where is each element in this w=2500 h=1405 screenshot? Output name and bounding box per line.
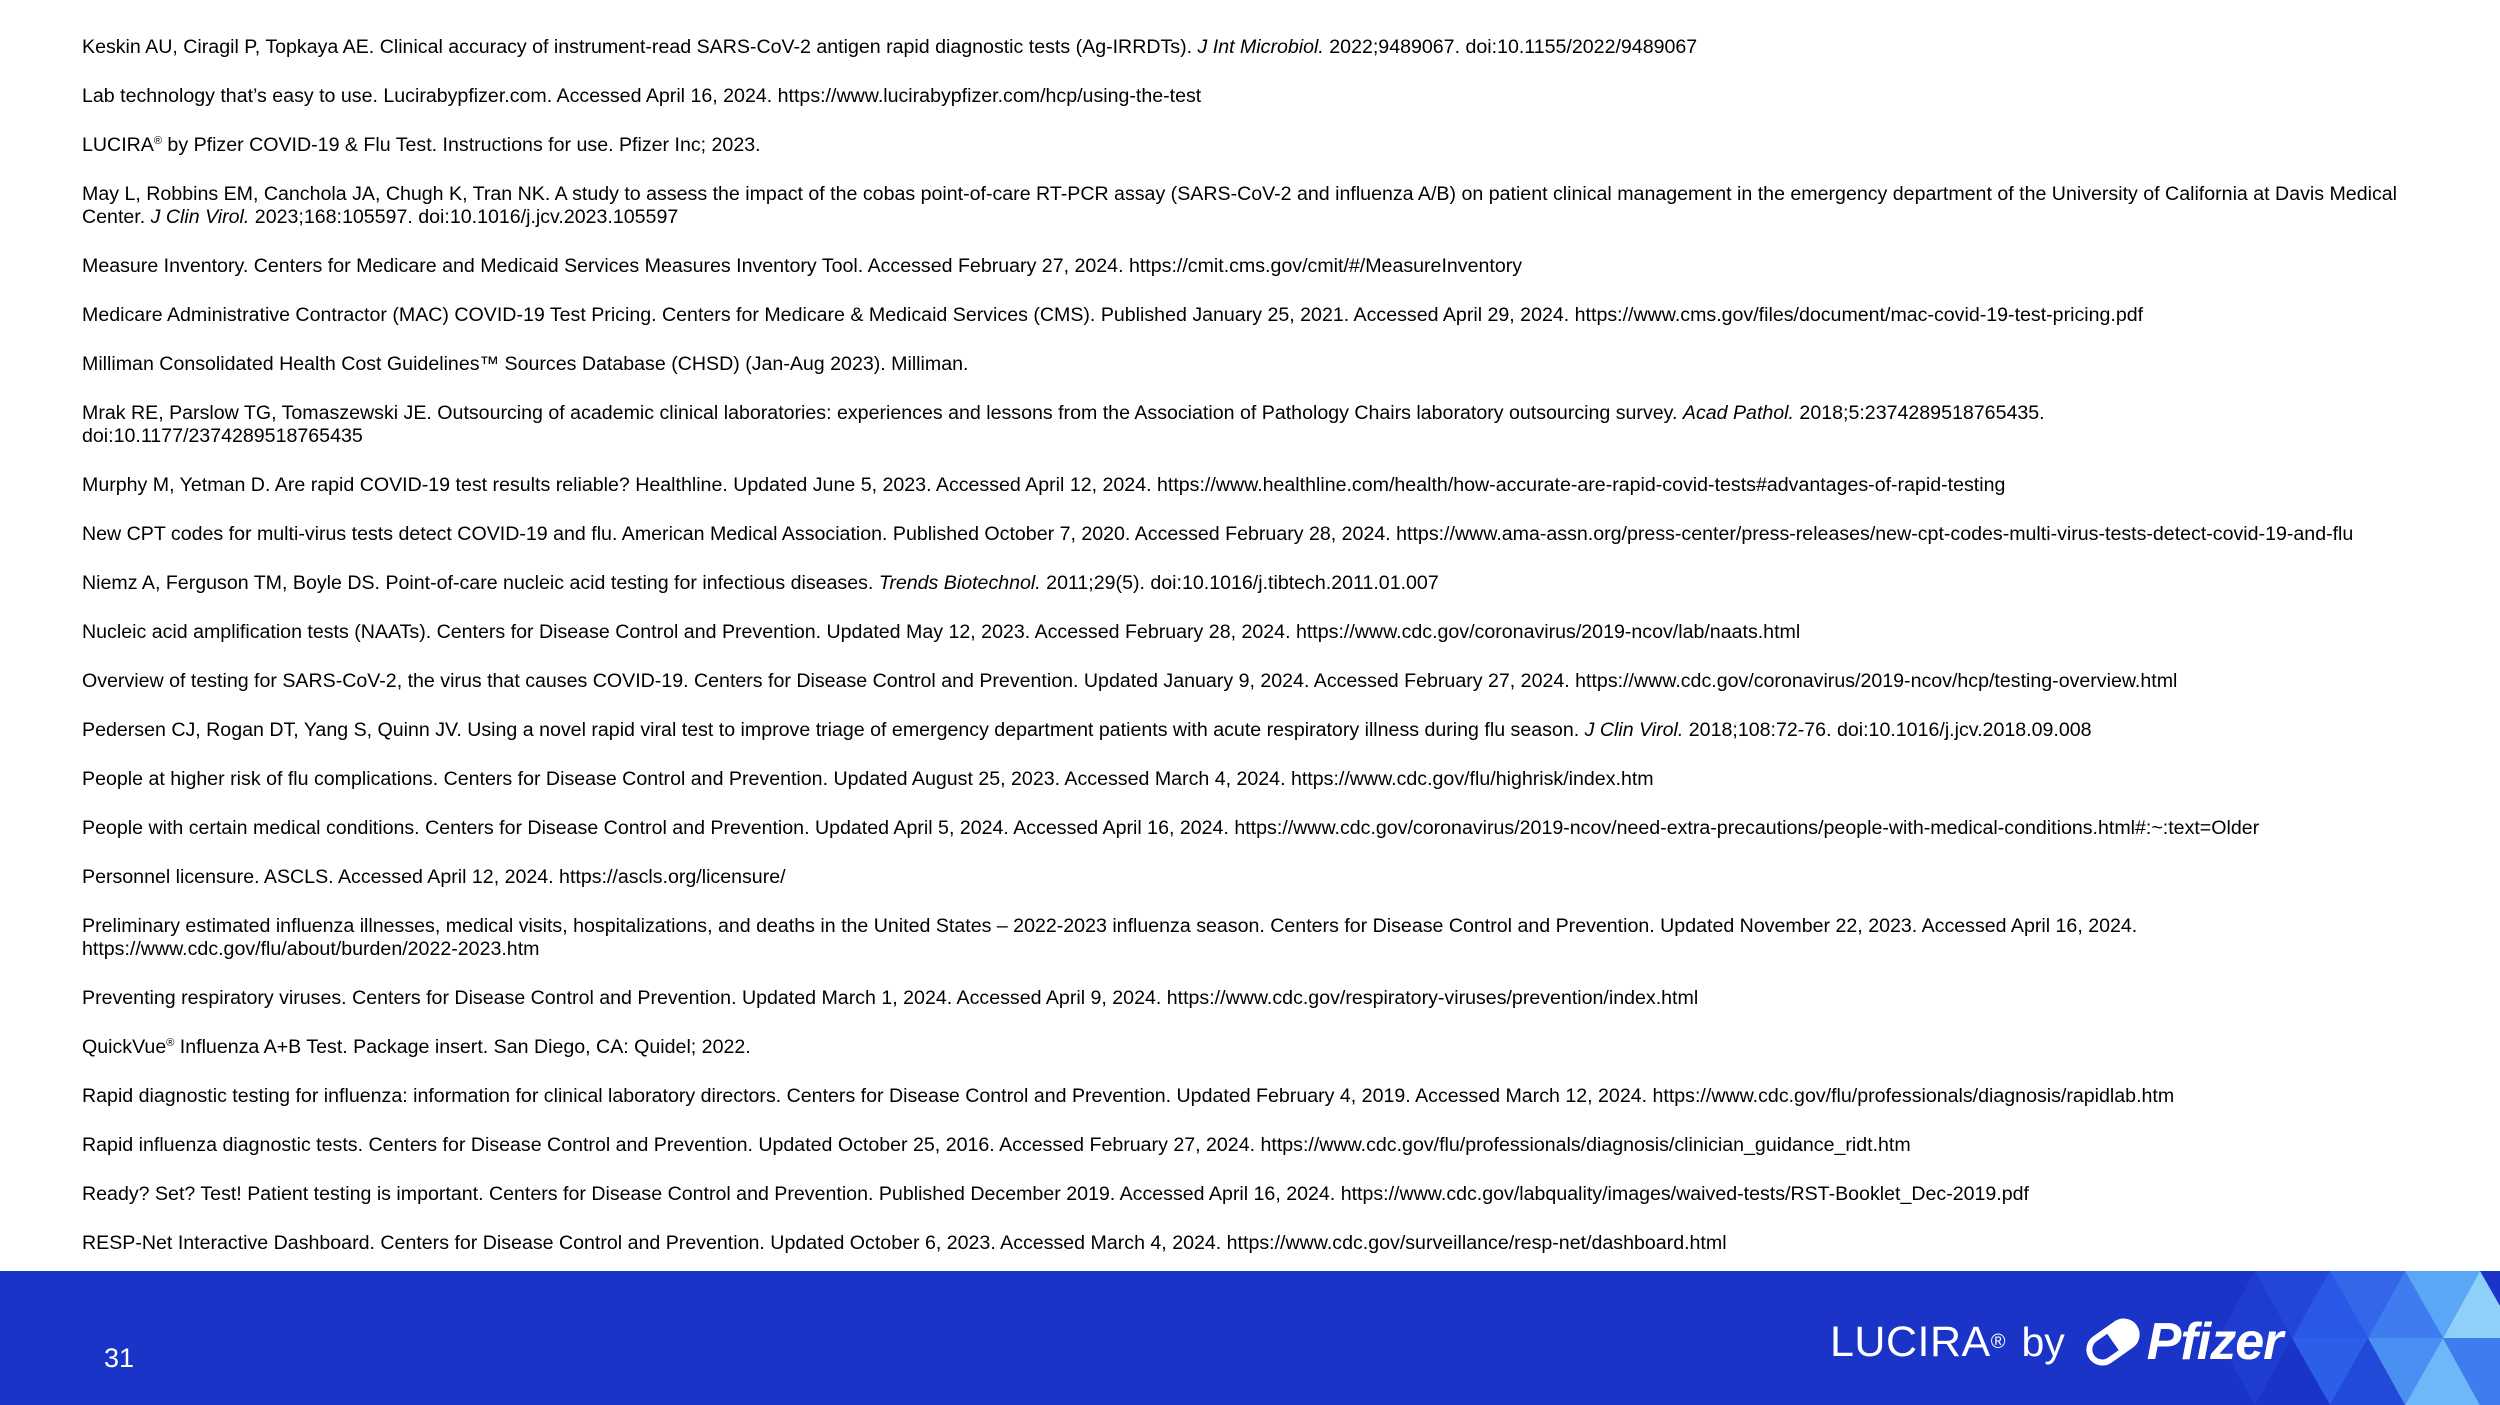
registered-mark: ® [153,135,162,147]
reference-item [82,134,2442,157]
reference-text: Niemz A, Ferguson TM, Boyle DS. Point-of-care nucleic acid testing for infectious diseases. [82,572,879,594]
journal-title: Acad Pathol. [1682,402,1794,424]
reference-item [82,768,2442,791]
reference-item [82,85,2442,108]
reference-item [82,572,2442,595]
journal-title: Trends Biotechnol. [878,572,1041,594]
reference-item [82,1036,2442,1059]
reference-text: Preliminary estimated influenza illnesses, medical visits, hospitalizations, and deaths in the United States – 2022-2023 influenza season. Centers for Disease Control and Prevention. Updated November 22, 2023. Accessed April 16, 2024. [82,915,2138,937]
reference-item [82,915,2442,961]
reference-text: Keskin AU, Ciragil P, Topkaya AE. Clinical accuracy of instrument-read SARS-CoV-2 antigen rapid diagnostic tests (Ag-IRRDTs). [82,36,1198,58]
journal-title: J Int Microbiol. [1197,36,1324,58]
reference-text: Rapid diagnostic testing for influenza: information for clinical laboratory directors. Centers for Disease Control and Prevention. Updated February 4, 2019. Accessed March 12, 2024. https://www.cdc.gov/flu/professionals/diagnosis/rapidlab.htm [82,1085,2175,1107]
reference-text: Lab technology that’s easy to use. Lucirabypfizer.com. Accessed April 16, 2024. https://www.lucirabypfizer.com/hcp/using-the-test [82,85,1202,107]
reference-text: Personnel licensure. ASCLS. Accessed April 12, 2024. https://ascls.org/licensure/ [82,866,786,888]
reference-text: Mrak RE, Parslow TG, Tomaszewski JE. Outsourcing of academic clinical laboratories: experiences and lessons from the Association of Pathology Chairs laboratory outsourcing survey. [82,402,1683,424]
reference-item [82,670,2442,693]
pfizer-pill-icon [2083,1312,2143,1372]
brand-logo: LUCIRA ® by Pfizer [1830,1313,2283,1371]
reference-text: 2018;108:72-76. doi:10.1016/j.jcv.2018.09.008 [1683,719,2092,741]
reference-item [82,1134,2442,1157]
reference-item [82,1232,2442,1255]
reference-list [82,36,2442,1281]
reference-text: May L, Robbins EM, Canchola JA, Chugh K, Tran NK. A study to assess the impact of the cobas point-of-care RT-PCR assay (SARS-CoV-2 and influenza A/B) on patient clinical management in the emergency department of the University of California at Davis Medical Center. [82,183,2397,228]
reference-text: QuickVue [82,1036,167,1058]
reference-text: 2023;168:105597. doi:10.1016/j.jcv.2023.105597 [249,206,679,228]
brand-name: LUCIRA [1830,1317,1991,1366]
reference-item [82,817,2442,840]
reference-text: RESP-Net Interactive Dashboard. Centers for Disease Control and Prevention. Updated October 6, 2023. Accessed March 4, 2024. https://www.cdc.gov/surveillance/resp-net/dashboard.html [82,1232,1727,1254]
reference-item [82,474,2442,497]
reference-text: People with certain medical conditions. Centers for Disease Control and Prevention. Updated April 5, 2024. Accessed April 16, 2024. https://www.cdc.gov/coronavirus/2019-ncov/need-extra-precautions/people-with-medical-conditions.html#:~:text=Older [82,817,2260,839]
reference-item [82,987,2442,1010]
reference-text: https://www.cdc.gov/flu/about/burden/2022-2023.htm [82,938,540,960]
reference-text: Rapid influenza diagnostic tests. Centers for Disease Control and Prevention. Updated October 25, 2016. Accessed February 27, 2024. https://www.cdc.gov/flu/professionals/diagnosis/clinician_guidance_ridt.htm [82,1134,1911,1156]
reference-item [82,866,2442,889]
reference-item [82,402,2442,448]
journal-title: J Clin Virol. [1584,719,1684,741]
reference-item [82,353,2442,376]
reference-text: Ready? Set? Test! Patient testing is important. Centers for Disease Control and Prevention. Published December 2019. Accessed April 16, 2024. https://www.cdc.gov/labquality/images/waived-tests/RST-Booklet_Dec-2019.pdf [82,1183,2029,1205]
reference-text: Pedersen CJ, Rogan DT, Yang S, Quinn JV. Using a novel rapid viral test to improve triage of emergency department patients with acute respiratory illness during flu season. [82,719,1585,741]
reference-text: Overview of testing for SARS-CoV-2, the virus that causes COVID-19. Centers for Disease Control and Prevention. Updated January 9, 2024. Accessed February 27, 2024. https://www.cdc.gov/coronavirus/2019-ncov/hcp/testing-overview.html [82,670,2178,692]
reference-item [82,36,2442,59]
reference-text: doi:10.1177/2374289518765435 [82,425,363,447]
reference-item [82,1085,2442,1108]
brand-by: by [2021,1318,2065,1365]
reference-item [82,255,2442,278]
reference-item [82,304,2442,327]
reference-text: Murphy M, Yetman D. Are rapid COVID-19 test results reliable? Healthline. Updated June 5, 2023. Accessed April 12, 2024. https://www.healthline.com/health/how-accurate-are-rapid-covid-tests#advantages-of-rapid-testing [82,474,2006,496]
reference-text: New CPT codes for multi-virus tests detect COVID-19 and flu. American Medical Association. Published October 7, 2020. Accessed February 28, 2024. https://www.ama-assn.org/press-center/press-releases/new-cpt-codes-multi-virus-tests-detect-covid-19-and-flu [82,523,2354,545]
reference-text: Milliman Consolidated Health Cost Guidelines™ Sources Database (CHSD) (Jan-Aug 2023). Milliman. [82,353,969,375]
reference-text: Nucleic acid amplification tests (NAATs). Centers for Disease Control and Prevention. Updated May 12, 2023. Accessed February 28, 2024. https://www.cdc.gov/coronavirus/2019-ncov/lab/naats.html [82,621,1801,643]
reference-text: Influenza A+B Test. Package insert. San Diego, CA: Quidel; 2022. [174,1036,751,1058]
reference-text: 2022;9489067. doi:10.1155/2022/9489067 [1323,36,1698,58]
reference-text: by Pfizer COVID-19 & Flu Test. Instructions for use. Pfizer Inc; 2023. [161,134,761,156]
registered-mark: ® [166,1037,175,1049]
page-number: 31 [104,1343,135,1373]
reference-item [82,1183,2442,1206]
reference-item [82,523,2442,546]
reference-text: People at higher risk of flu complications. Centers for Disease Control and Prevention. Updated August 25, 2023. Accessed March 4, 2024. https://www.cdc.gov/flu/highrisk/index.htm [82,768,1654,790]
reference-text: Measure Inventory. Centers for Medicare and Medicaid Services Measures Inventory Tool. Accessed February 27, 2024. https://cmit.cms.gov/cmit/#/MeasureInventory [82,255,1523,277]
reference-text: Medicare Administrative Contractor (MAC) COVID-19 Test Pricing. Centers for Medicare & Medicaid Services (CMS). Published January 25, 2021. Accessed April 29, 2024. https://www.cms.gov/files/document/mac-covid-19-test-pricing.pdf [82,304,2144,326]
reference-text: 2018;5:2374289518765435. [1793,402,2045,424]
reference-text: Preventing respiratory viruses. Centers for Disease Control and Prevention. Updated March 1, 2024. Accessed April 9, 2024. https://www.cdc.gov/respiratory-viruses/prevention/index.html [82,987,1699,1009]
reference-text: 2011;29(5). doi:10.1016/j.tibtech.2011.01.007 [1040,572,1439,594]
reference-item [82,183,2442,229]
reference-item [82,621,2442,644]
reference-item [82,719,2442,742]
reference-text: LUCIRA [82,134,154,156]
footer-bar [0,1271,2500,1405]
brand-company: Pfizer [2146,1313,2283,1371]
journal-title: J Clin Virol. [150,206,250,228]
